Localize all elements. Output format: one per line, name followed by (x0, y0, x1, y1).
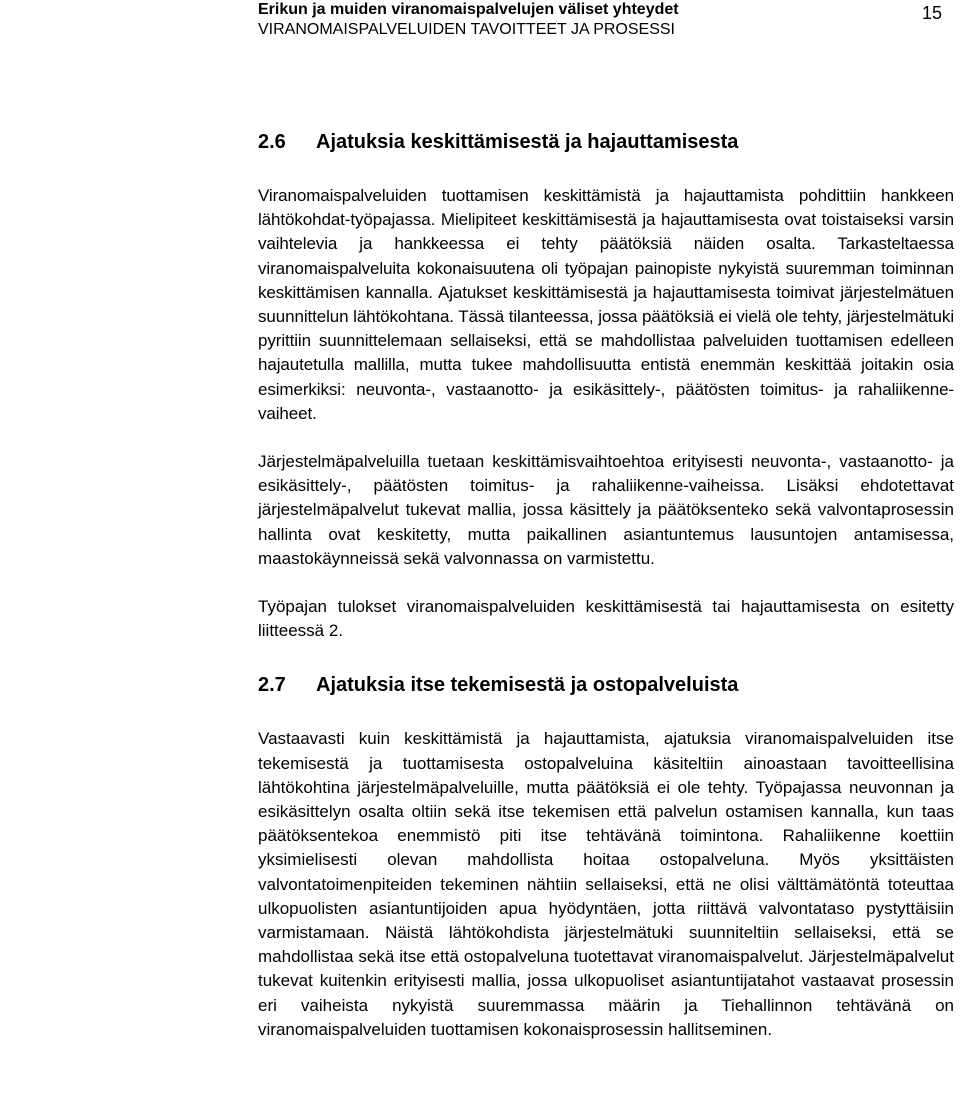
paragraph: Vastaavasti kuin keskittämistä ja hajauttamista, ajatuksia viranomaispalveluiden itse tekemisestä ja tuottamisesta ostopalveluina käsiteltiin ainoastaan tavoitteellisina lähtökohtina järjestelmäpalveluille, mutta päätöksiä ei ole tehty. Työpajassa neuvonnan ja esikäsittelyn osalta oltiin sekä itse tekemisen että palvelun ostamisen kannalla, kun taas päätöksentekoa enemmistö piti itse tehtävänä toimintona. Rahaliikenne koettiin yksimielisesti olevan mahdollista hoitaa ostopalveluna. Myös yksittäisten valvontatoimenpiteiden tekeminen nähtiin sellaiseksi, että ne olisi välttämätöntä toteuttaa ulkopuolisten asiantuntijoiden apua hyödyntäen, jotta riittävä valvontataso pystyttäisiin varmistamaan. Näistä lähtökohdista järjestelmätuki suunniteltiin sellaiseksi, että se mahdollistaa sekä itse että ostopalveluna tuotettavat viranomaispalvelut. Järjestelmäpalvelut tukevat kuitenkin erityisesti mallia, jossa ulkopuoliset asiantuntijatahot vastaavat prosessin eri vaiheista nykyistä suuremmassa määrin ja Tiehallinnon tehtävänä on viranomaispalveluiden tuottamisen kokonaisprosessin hallitseminen. (258, 729, 954, 1039)
section-heading (258, 126, 954, 158)
page-number: 15 (921, 3, 942, 23)
section-number: 2.6 (258, 131, 286, 153)
page-body (258, 126, 954, 1066)
header-title: Erikun ja muiden viranomaispalvelujen väliset yhteydet (258, 1, 679, 18)
running-header (258, 0, 948, 48)
paragraph: Viranomaispalveluiden tuottamisen keskittämistä ja hajauttamista pohdittiin hankkeen lähtökohdat-työpajassa. Mielipiteet keskittämisestä ja hajauttamisesta ovat toistaiseksi varsin vaihtelevia ja hankkeessa ei tehty päätöksiä näiden osalta. Tarkasteltaessa viranomaispalveluita kokonaisuutena oli työpajan painopiste nykyistä suuremman toiminnan keskittämisen kannalla. Ajatukset keskittämisestä ja hajauttamisesta toimivat järjestelmätuen suunnittelun lähtökohtana. Tässä tilanteessa, jossa päätöksiä ei vielä ole tehty, järjestelmätuki pyrittiin suunnittelemaan sellaiseksi, että se mahdollistaa palveluiden tuottamisen edelleen hajautetulla mallilla, mutta tukee mahdollisuutta entistä enemmän keskittää joitakin osia esimerkiksi: neuvonta-, vastaanotto- ja esikäsittely-, päätösten toimitus- ja rahaliikenne-vaiheet. (258, 186, 954, 423)
paragraph: Työpajan tulokset viranomaispalveluiden keskittämisestä tai hajauttamisesta on esitetty liitteessä 2. (258, 597, 954, 641)
section-heading (258, 669, 954, 701)
paragraph: Järjestelmäpalveluilla tuetaan keskittämisvaihtoehtoa erityisesti neuvonta-, vastaanotto- ja esikäsittely-, päätösten toimitus- ja rahaliikenne-vaiheissa. Lisäksi ehdotettavat järjestelmäpalvelut tukevat mallia, jossa käsittely ja päätöksenteko sekä valvontaprosessin hallinta ovat keskitetty, mutta paikallinen asiantuntemus lausuntojen antamisessa, maastokäynneissä sekä valvonnassa on varmistettu. (258, 452, 954, 568)
section-number: 2.7 (258, 674, 286, 697)
section-title: Ajatuksia itse tekemisestä ja ostopalveluista (316, 674, 739, 697)
header-subtitle: VIRANOMAISPALVELUIDEN TAVOITTEET JA PROSESSI (258, 21, 675, 38)
section-title: Ajatuksia keskittämisestä ja hajauttamisesta (316, 131, 739, 153)
